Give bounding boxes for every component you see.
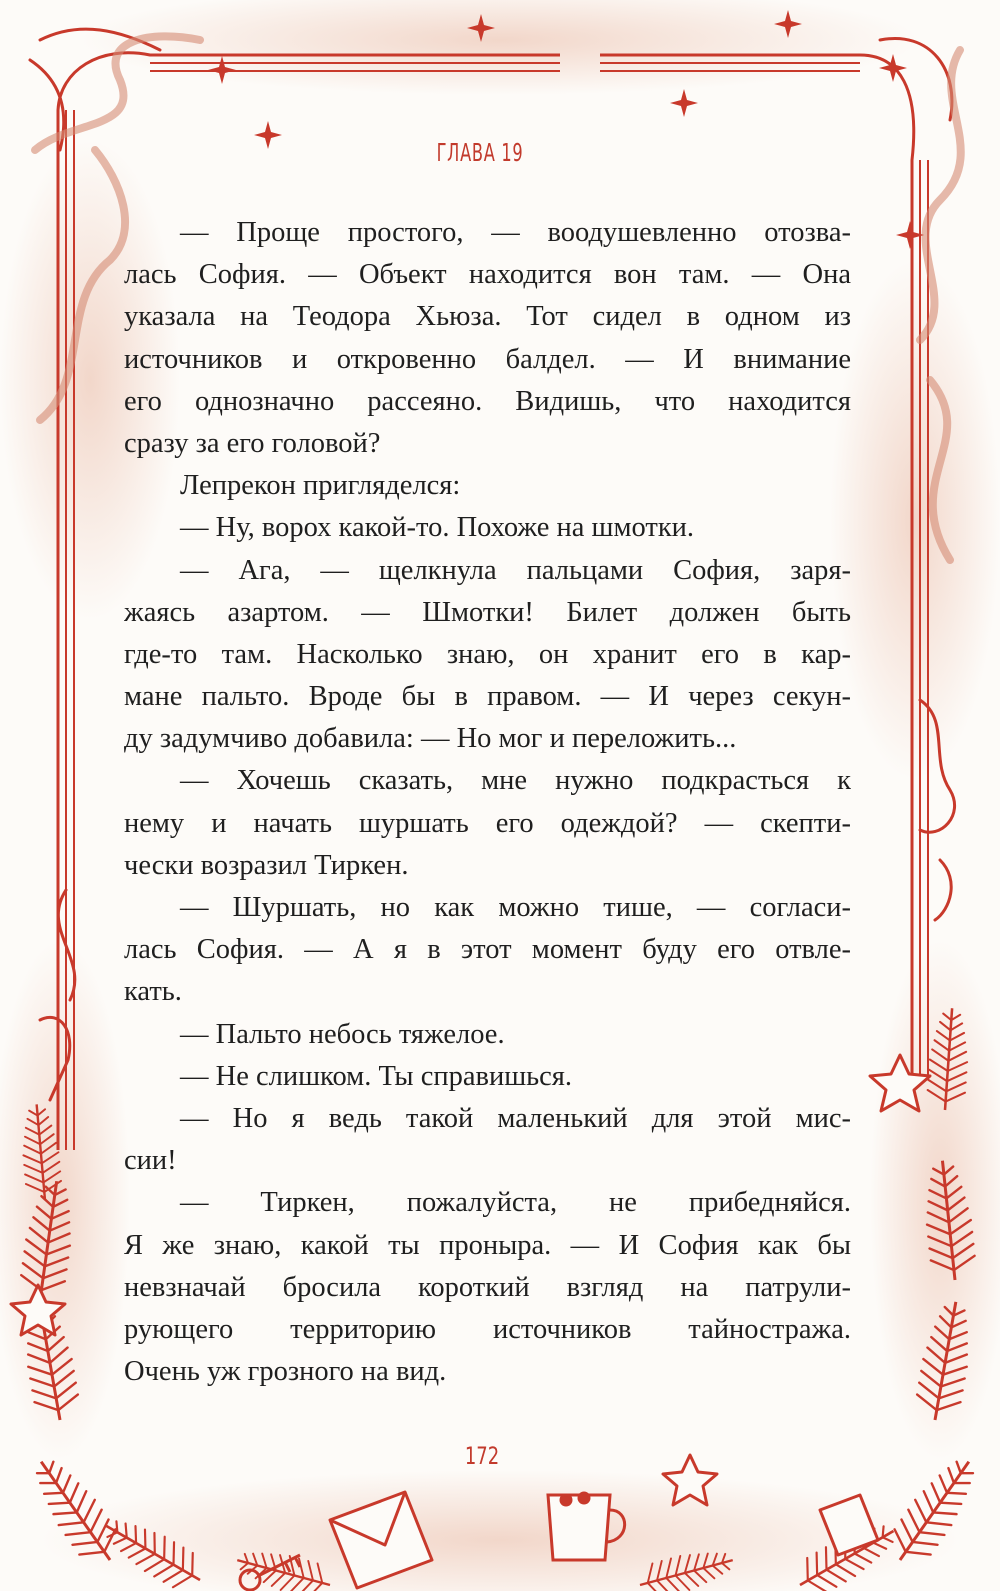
page-number: 172 bbox=[464, 1442, 500, 1470]
text-line: — Но я ведь такой маленький для этой мис- bbox=[180, 1102, 851, 1134]
text-line: нему и начать шуршать его одеждой? — скепти- bbox=[124, 807, 851, 839]
text-line: указала на Теодора Хьюза. Тот сидел в одном из bbox=[124, 301, 851, 333]
text-line: жаясь азартом. — Шмотки! Билет должен быть bbox=[124, 596, 851, 628]
text-line: его однозначно рассеяно. Видишь, что находится bbox=[124, 385, 851, 417]
text-line: — Пальто небось тяжелое. bbox=[180, 1018, 505, 1050]
text-line: — Тиркен, пожалуйста, не прибедняйся. bbox=[180, 1187, 851, 1219]
text-line: мане пальто. Вроде бы в правом. — И через секун- bbox=[124, 681, 851, 713]
text-line: — Хочешь сказать, мне нужно подкрасться к bbox=[180, 765, 851, 797]
text-line: — Ага, — щелкнула пальцами София, заря- bbox=[180, 554, 851, 586]
text-line: Я же знаю, какой ты проныра. — И София как бы bbox=[124, 1229, 851, 1261]
text-line: лась София. — А я в этот момент буду его отвле- bbox=[124, 934, 851, 966]
text-line: — Проще простого, — воодушевленно отозва- bbox=[180, 217, 851, 248]
text-line: ду задумчиво добавила: — Но мог и переложить... bbox=[124, 723, 737, 755]
text-line: рующего территорию источников тайностража. bbox=[124, 1313, 851, 1345]
text-line: Лепрекон пригляделся: bbox=[180, 470, 461, 502]
text-line: — Шуршать, но как можно тише, — согласи- bbox=[180, 892, 851, 923]
text-line: чески возразил Тиркен. bbox=[124, 849, 409, 881]
text-line: сразу за его головой? bbox=[124, 427, 381, 459]
body-text bbox=[124, 212, 851, 1393]
text-line: — Ну, ворох какой-то. Похоже на шмотки. bbox=[180, 512, 695, 544]
text-line: лась София. — Объект находится вон там. — Она bbox=[124, 259, 851, 291]
text-line: кать. bbox=[124, 976, 182, 1008]
chapter-heading: ГЛАВА 19 bbox=[436, 138, 524, 167]
text-line: — Не слишком. Ты справишься. bbox=[180, 1060, 573, 1092]
text-line: невзначай бросила короткий взгляд на патрули- bbox=[124, 1271, 851, 1303]
text-line: Очень уж грозного на вид. bbox=[124, 1356, 447, 1388]
text-line: источников и откровенно балдел. — И внимание bbox=[124, 343, 851, 375]
text-line: сии! bbox=[124, 1145, 177, 1177]
text-line: где-то там. Насколько знаю, он хранит его в кар- bbox=[124, 638, 851, 670]
